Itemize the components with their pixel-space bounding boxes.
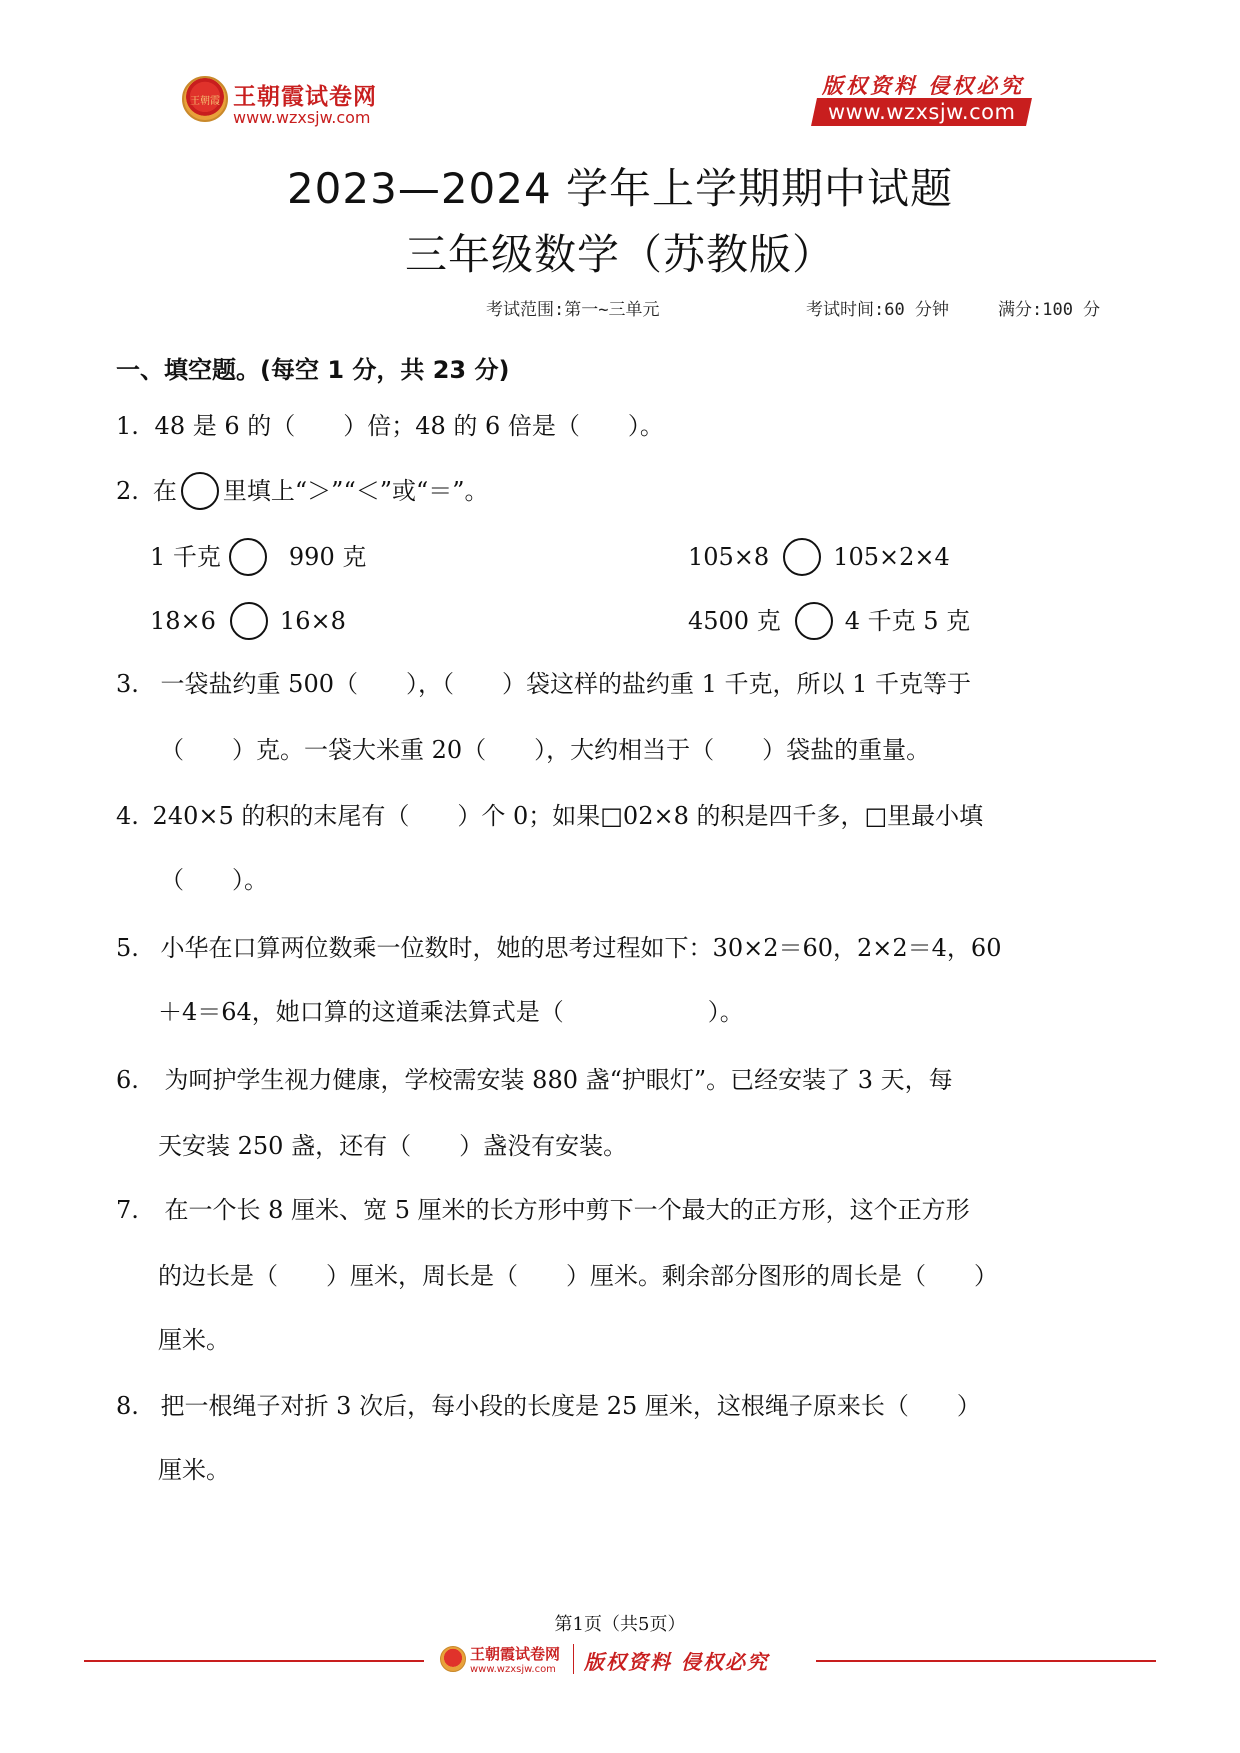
logo-badge-icon: 王朝霞 [182,76,228,122]
footer-logo-url: www.wzxsjw.com [470,1664,556,1675]
page-title: 2023—2024 学年上学期期中试题 [286,164,954,213]
question-8-cont: 厘米。 [158,1456,230,1484]
question-number: 7. [116,1196,139,1224]
question-text: 一袋盐约重 500（ ），（ ）袋这样的盐约重 1 千克，所以 1 千克等于 [160,670,972,698]
compare-row [150,538,366,576]
compare-left: 1 千克 [150,543,221,571]
question-2 [116,472,489,510]
copyright-url-band [811,98,1032,126]
footer-logo-icon [440,1646,466,1672]
page-number: 第1页（共5页） [554,1614,686,1635]
question-5-cont: ＋4＝64，她口算的这道乘法算式是（ ）。 [158,998,744,1026]
page-subtitle: 三年级数学（苏教版） [404,230,835,279]
question-number: 4. [116,802,139,830]
exam-score: 满分:100 分 [998,300,1101,320]
question-1 [116,414,664,438]
question-5 [116,936,1001,960]
question-3-cont: （ ）克。一袋大米重 20（ ），大约相当于（ ）袋盐的重量。 [160,736,931,764]
section-heading: 一、填空题。(每空 1 分，共 23 分) [116,356,510,384]
compare-circle-input[interactable] [229,538,267,576]
question-6 [116,1068,953,1092]
question-6-cont: 天安装 250 盏，还有（ ）盏没有安装。 [158,1132,628,1160]
question-7-cont: 厘米。 [158,1326,230,1354]
question-number: 1. [116,412,139,440]
compare-right: 990 克 [288,543,367,571]
footer-divider [84,1660,424,1662]
compare-right: 105×2×4 [833,543,950,571]
exam-time: 考试时间:60 分钟 [806,300,949,320]
question-3 [116,672,971,696]
question-7-cont: 的边长是（ ）厘米，周长是（ ）厘米。剩余部分图形的周长是（ ） [158,1262,998,1290]
compare-row [688,538,950,576]
copyright-url: www.wzxsjw.com [828,100,1016,124]
question-text: 240×5 的积的末尾有（ ）个 0；如果□02×8 的积是四千多，□里最小填 [152,802,984,830]
question-7 [116,1198,970,1222]
question-text: 为呵护学生视力健康，学校需安装 880 盏“护眼灯”。已经安装了 3 天，每 [164,1066,953,1094]
compare-circle-icon [181,472,219,510]
question-text: 48 是 6 的（ ）倍；48 的 6 倍是（ ）。 [154,412,664,440]
question-number: 6. [116,1066,139,1094]
compare-left: 18×6 [150,607,216,635]
question-number: 3. [116,670,139,698]
copyright-notice: 版权资料 侵权必究 [822,73,1025,98]
compare-right: 4 千克 5 克 [844,607,971,635]
question-4 [116,804,983,828]
question-text: 把一根绳子对折 3 次后，每小段的长度是 25 厘米，这根绳子原来长（ ） [160,1392,981,1420]
compare-left: 4500 克 [688,607,781,635]
footer-separator [573,1644,574,1674]
compare-row [688,602,970,640]
compare-left: 105×8 [688,543,770,571]
question-text: 小华在口算两位数乘一位数时，她的思考过程如下：30×2＝60，2×2＝4，60 [160,934,1002,962]
footer-logo-name: 王朝霞试卷网 [470,1645,561,1663]
compare-circle-input[interactable] [230,602,268,640]
compare-row [150,602,346,640]
footer-copyright: 版权资料 侵权必究 [584,1650,769,1674]
question-text-pre: 在 [152,477,177,505]
footer-divider [816,1660,1156,1662]
question-number: 8. [116,1392,139,1420]
question-8 [116,1394,981,1418]
question-number: 2. [116,477,139,505]
logo-name: 王朝霞试卷网 [233,84,377,110]
exam-scope: 考试范围:第一~三单元 [486,300,660,320]
question-number: 5. [116,934,139,962]
question-4-cont: （ ）。 [160,866,268,894]
question-text: 在一个长 8 厘米、宽 5 厘米的长方形中剪下一个最大的正方形，这个正方形 [164,1196,970,1224]
compare-circle-input[interactable] [783,538,821,576]
compare-right: 16×8 [279,607,346,635]
question-text-post: 里填上“＞”“＜”或“＝”。 [222,477,489,505]
compare-circle-input[interactable] [795,602,833,640]
logo-url: www.wzxsjw.com [233,108,371,127]
